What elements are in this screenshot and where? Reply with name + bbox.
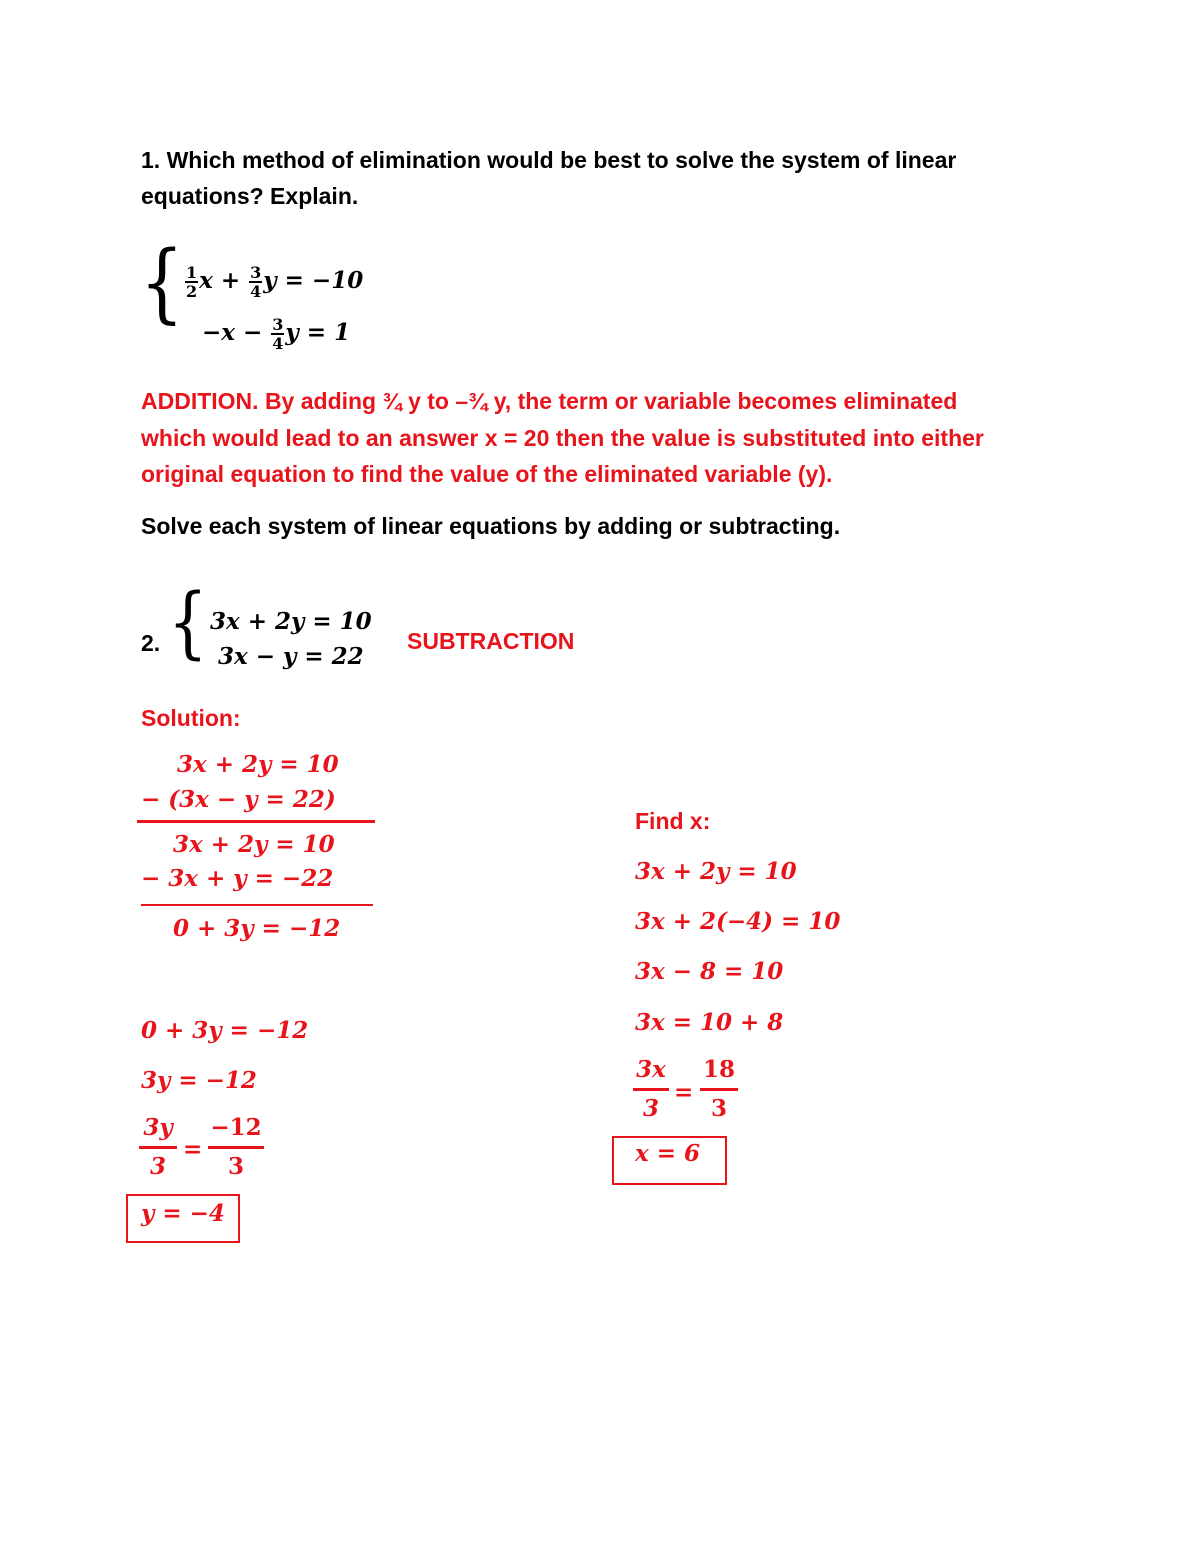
question-1-line-1: 1. Which method of elimination would be best to solve the system of linear — [141, 147, 957, 173]
system-1-equation-2: −x − $\frac{3}{4}$ y = 1 — [202, 315, 351, 353]
step-1-rule — [137, 820, 375, 823]
step-1-equation-1: 3x + 2y = 10 — [177, 751, 339, 778]
y-step-1: 0 + 3y = −12 — [141, 1017, 309, 1044]
find-x-label: Find x: — [635, 808, 711, 834]
y-fraction-left: 3y 3 — [139, 1114, 177, 1181]
step-2-rule — [141, 904, 373, 906]
x-fraction-left: 3x 3 — [633, 1056, 669, 1123]
x-fraction-right: 18 3 — [700, 1056, 738, 1123]
step-2-equation-2: − 3x + y = −22 — [141, 865, 334, 892]
instruction: Solve each system of linear equations by adding or subtracting. — [141, 513, 841, 539]
step-1-equation-2: − (3x − y = 22) — [141, 786, 336, 813]
x-answer: x = 6 — [635, 1140, 701, 1167]
step-3-equation: 0 + 3y = −12 — [173, 915, 341, 942]
x-fraction-equals: = — [674, 1079, 694, 1106]
question-1-line-2: equations? Explain. — [141, 183, 359, 209]
solution-label: Solution: — [141, 705, 241, 731]
step-2-equation-1: 3x + 2y = 10 — [173, 831, 335, 858]
y-fraction-right: −12 3 — [208, 1114, 264, 1181]
system-1 — [140, 233, 400, 366]
y-step-2: 3y = −12 — [141, 1067, 257, 1094]
x-step-4: 3x = 10 + 8 — [635, 1009, 784, 1036]
y-fraction-equals: = — [183, 1136, 203, 1163]
system-2-equation-1: 3x + 2y = 10 — [210, 608, 372, 635]
x-step-3: 3x − 8 = 10 — [635, 958, 784, 985]
system-1-equation-1: $\frac{1}{2}$ x + $\frac{3}{4}$ y = −10 — [186, 263, 364, 301]
question-2-number: 2. — [141, 630, 161, 656]
answer-1-line-1: ADDITION. By adding ¾ y to –¾ y, the term or variable becomes eliminated — [141, 388, 958, 414]
answer-1-line-2: which would lead to an answer x = 20 then the value is substituted into either — [141, 425, 984, 451]
left-brace-icon-2: { — [168, 578, 208, 668]
method-label: SUBTRACTION — [407, 628, 575, 654]
x-step-1: 3x + 2y = 10 — [635, 858, 797, 885]
x-step-2: 3x + 2(−4) = 10 — [635, 908, 841, 935]
system-2-equation-2: 3x − y = 22 — [218, 643, 364, 670]
left-brace-icon: { — [140, 233, 184, 333]
answer-1-line-3: original equation to find the value of the eliminated variable (y). — [141, 461, 833, 487]
y-answer: y = −4 — [141, 1200, 225, 1227]
